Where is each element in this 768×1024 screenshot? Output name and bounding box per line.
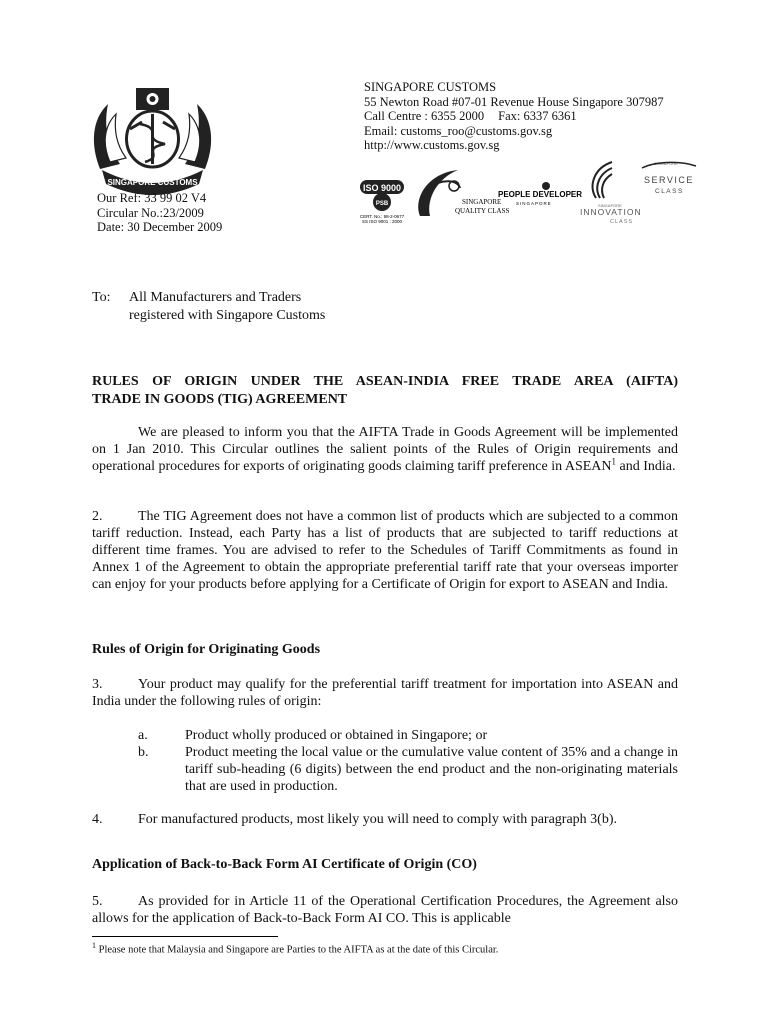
singapore-customs-crest-logo	[90, 84, 215, 196]
website-link[interactable]: http://www.customs.gov.sg	[364, 138, 500, 152]
section-heading-rules-of-origin: Rules of Origin for Originating Goods	[92, 642, 321, 657]
intro-text-end: and India.	[616, 459, 676, 475]
paragraph-number: 4.	[92, 812, 103, 827]
list-item-text: Product wholly produced or obtained in Singapore; or	[185, 728, 488, 743]
list-item	[138, 727, 678, 744]
intro-text: We are pleased to inform you that the AIFTA Trade in Goods Agreement will be implemented on 1 Jan 2010. This Circular outlines the salient points of the Rules of Origin requirements and operational procedures for exports of originating goods claiming tariff preference in ASEAN	[92, 425, 678, 475]
circular-date: Date: 30 December 2009	[97, 220, 223, 235]
footnote-mark: 1	[92, 941, 96, 950]
list-item	[138, 744, 678, 795]
title-line-2: TRADE IN GOODS (TIG) AGREEMENT	[92, 391, 348, 407]
fax: Fax: 6337 6361	[498, 109, 577, 123]
call-centre: Call Centre : 6355 2000	[364, 109, 485, 123]
people-developer-logo	[498, 182, 582, 206]
service-class-logo	[642, 161, 696, 195]
svg-text:CERT. No.: 98-2-0677: CERT. No.: 98-2-0677	[359, 214, 405, 219]
recipient-line-1: All Manufacturers and Traders	[129, 290, 302, 305]
list-item-text: Product meeting the local value or the cumulative value content of 35% and a change in tariff sub-heading (6 digits) between the end product and the non-originating materials that are used in production.	[185, 745, 678, 795]
svg-text:INNOVATION: INNOVATION	[580, 207, 642, 217]
certification-logos	[358, 158, 708, 228]
reference-block	[97, 191, 222, 235]
svg-text:SINGAPORE: SINGAPORE	[598, 203, 622, 208]
recipient-line-2: registered with Singapore Customs	[129, 307, 326, 323]
paragraph-3	[92, 676, 678, 710]
footnote-separator	[92, 936, 278, 937]
crest-banner-text: SINGAPORE CUSTOMS	[107, 178, 198, 187]
svg-text:CLASS: CLASS	[655, 188, 684, 195]
header-address-block	[364, 80, 664, 153]
recipient-block	[92, 289, 325, 324]
paragraph-text: As provided for in Article 11 of the Operational Certification Procedures, the Agreement also allows for the application of Back-to-Back Form AI CO. This is applicable	[92, 894, 678, 927]
paragraph-number: 5.	[92, 894, 103, 909]
footnote	[92, 941, 498, 956]
circular-number: Circular No.:23/2009	[97, 205, 204, 220]
paragraph-text: Your product may qualify for the preferential tariff treatment for importation into ASEAN and India under the following rules of origin:	[92, 677, 678, 710]
footnote-ref: 1	[611, 456, 617, 467]
svg-text:SINGAPORE: SINGAPORE	[654, 161, 678, 166]
iso-9000-psb-logo	[360, 180, 405, 224]
svg-text:SINGAPORE: SINGAPORE	[462, 198, 502, 206]
phone-line	[364, 109, 664, 124]
paragraph-text: The TIG Agreement does not have a common list of products which are subjected to a common tariff reduction. Instead, each Party has a list of products that are subjected to tariff reductions at different time frames. You are advised to refer to the Schedules of Tariff Commitments as found in Annex 1 of the Agreement to obtain the appropriate preferential tariff rate that your overseas importer can enjoy for your products before applying for a Certificate of Origin for export to ASEAN and India.	[92, 509, 678, 593]
intro-paragraph	[92, 424, 678, 475]
svg-text:PSB: PSB	[375, 201, 389, 207]
svg-text:ISO 9000: ISO 9000	[362, 183, 402, 193]
list-item-label: a.	[138, 728, 148, 743]
paragraph-text: For manufactured products, most likely you will need to comply with paragraph 3(b).	[138, 812, 618, 827]
innovation-class-logo	[580, 162, 642, 225]
title-line-1: RULES OF ORIGIN UNDER THE ASEAN-INDIA FREE TRADE AREA (AIFTA)	[92, 374, 678, 389]
document-title	[92, 373, 678, 408]
svg-text:CLASS: CLASS	[610, 219, 634, 225]
svg-text:PEOPLE DEVELOPER: PEOPLE DEVELOPER	[498, 190, 583, 199]
section-heading-back-to-back: Application of Back-to-Back Form AI Certificate of Origin (CO)	[92, 857, 477, 872]
footnote-text: Please note that Malaysia and Singapore are Parties to the AIFTA as at the date of this Circular.	[96, 944, 499, 956]
list-item-label: b.	[138, 745, 149, 760]
svg-text:SINGAPORE: SINGAPORE	[516, 201, 552, 206]
to-label: To:	[92, 290, 111, 305]
svg-text:SERVICE: SERVICE	[644, 175, 694, 185]
svg-text:QUALITY CLASS: QUALITY CLASS	[455, 207, 510, 215]
org-name: SINGAPORE CUSTOMS	[364, 80, 497, 94]
our-ref: Our Ref: 33 99 02 V4	[97, 191, 207, 205]
singapore-quality-class-logo	[418, 170, 509, 216]
paragraph-number: 3.	[92, 677, 103, 692]
street-address: 55 Newton Road #07-01 Revenue House Singapore 307987	[364, 94, 664, 109]
svg-text:SS ISO 9001 : 2000: SS ISO 9001 : 2000	[361, 219, 403, 224]
paragraph-2	[92, 508, 678, 593]
paragraph-number: 2.	[92, 509, 103, 524]
email-link[interactable]: Email: customs_roo@customs.gov.sg	[364, 123, 553, 138]
paragraph-4	[92, 811, 678, 828]
paragraph-5	[92, 893, 678, 927]
